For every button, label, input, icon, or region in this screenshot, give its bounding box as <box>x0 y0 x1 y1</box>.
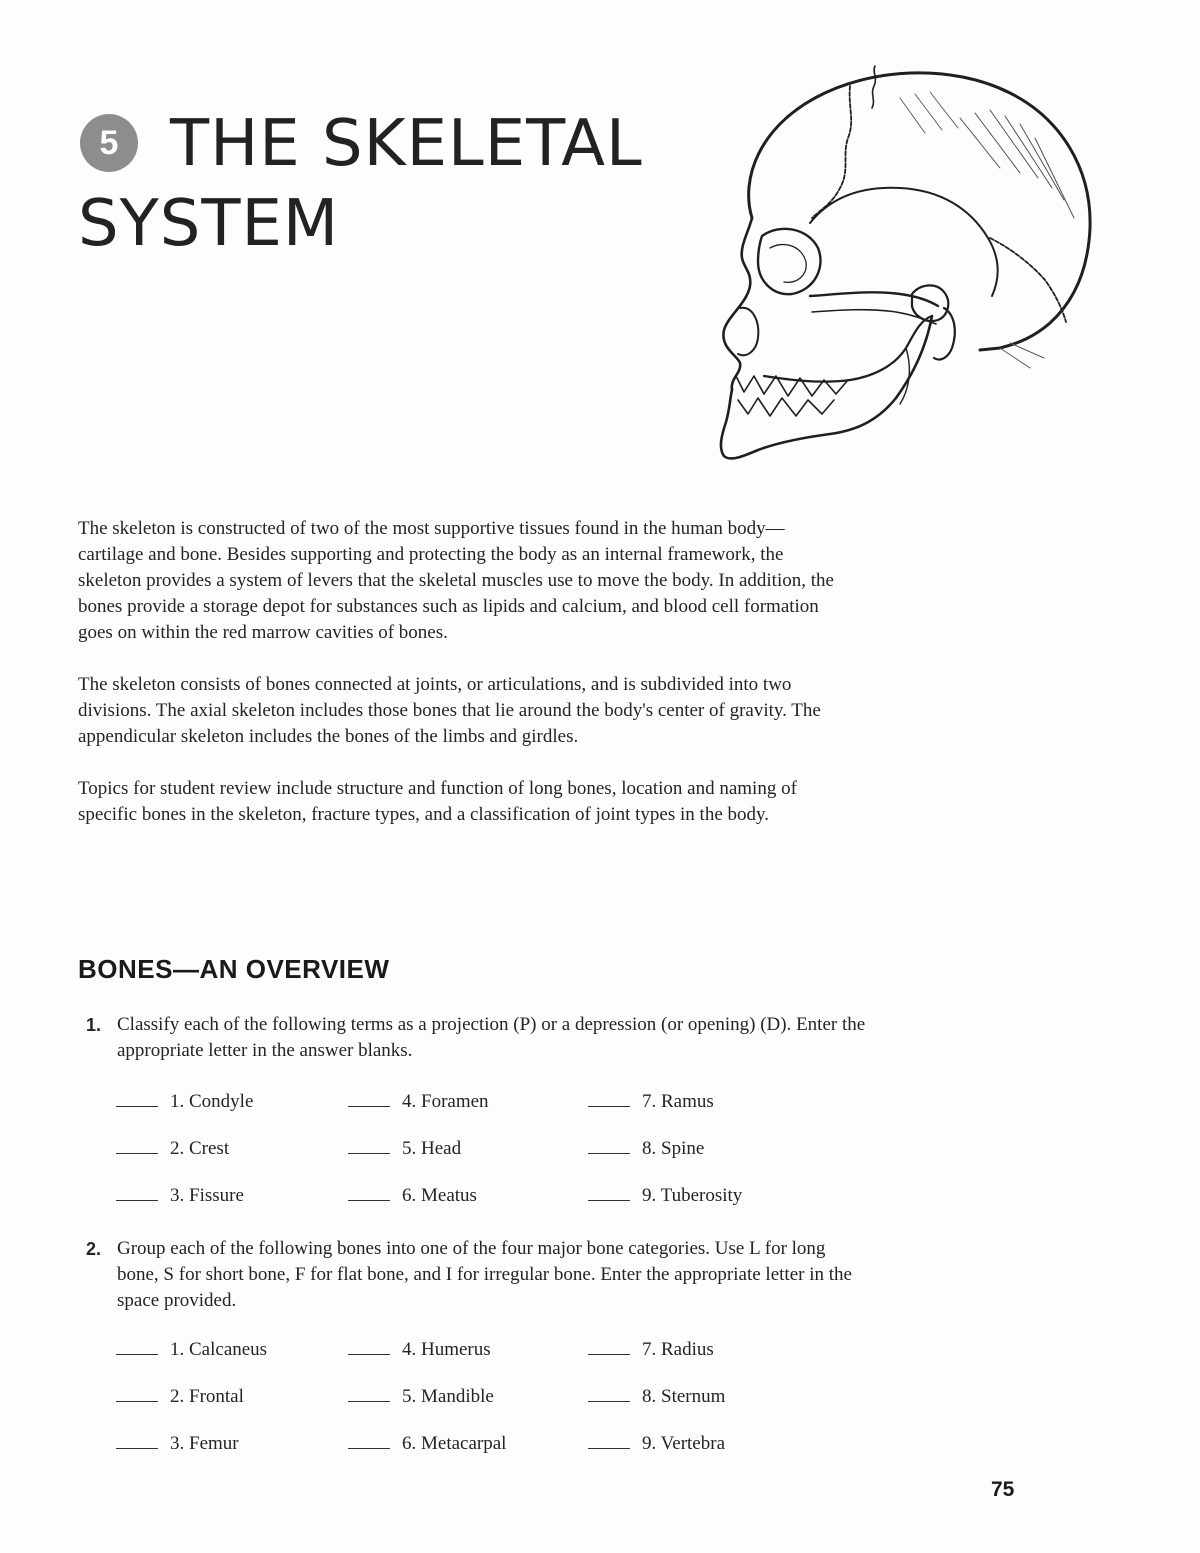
answer-blank[interactable] <box>588 1135 630 1154</box>
answer-blank[interactable] <box>116 1088 158 1107</box>
answer-item <box>348 1430 506 1455</box>
term-label: 5. Head <box>402 1138 462 1159</box>
chapter-number-badge: 5 <box>80 114 138 172</box>
term-label: 1. Calcaneus <box>170 1339 268 1360</box>
term-label: 7. Radius <box>642 1339 714 1360</box>
section-heading: BONES—AN OVERVIEW <box>78 954 390 984</box>
chapter-title <box>78 104 698 264</box>
answer-item <box>588 1088 714 1113</box>
answer-row <box>116 1383 836 1430</box>
question-2 <box>86 1236 866 1314</box>
answer-blank[interactable] <box>348 1383 390 1402</box>
answer-item <box>116 1430 239 1455</box>
answer-item <box>588 1383 725 1408</box>
answer-blank[interactable] <box>116 1182 158 1201</box>
answer-row <box>116 1430 836 1477</box>
question-1 <box>86 1012 866 1064</box>
answer-blank[interactable] <box>588 1430 630 1449</box>
answer-item <box>116 1088 253 1113</box>
skull-illustration <box>700 58 1100 470</box>
question-text: Classify each of the following terms as a projection (P) or a depression (or opening) (D). Enter the appropriate letter in the answer blanks. <box>117 1014 866 1061</box>
answer-blank[interactable] <box>116 1430 158 1449</box>
chapter-title-line1: THE SKELETAL <box>170 107 643 181</box>
term-label: 9. Tuberosity <box>642 1185 743 1206</box>
answer-blank[interactable] <box>348 1430 390 1449</box>
answer-blank[interactable] <box>116 1135 158 1154</box>
answer-item <box>348 1383 494 1408</box>
term-label: 5. Mandible <box>402 1386 494 1407</box>
question-number: 2. <box>86 1239 102 1259</box>
answer-item <box>588 1336 714 1361</box>
term-label: 3. Femur <box>170 1433 239 1454</box>
answer-grid-2 <box>116 1336 836 1477</box>
answer-item <box>588 1135 704 1160</box>
answer-item <box>348 1182 477 1207</box>
answer-row <box>116 1088 836 1135</box>
answer-item <box>348 1336 491 1361</box>
page-number: 75 <box>991 1478 1015 1501</box>
answer-item <box>588 1430 725 1455</box>
term-label: 8. Spine <box>642 1138 705 1159</box>
answer-item <box>116 1182 244 1207</box>
term-label: 1. Condyle <box>170 1091 254 1112</box>
chapter-title-line2: SYSTEM <box>78 187 340 261</box>
question-number: 1. <box>86 1015 102 1035</box>
answer-row <box>116 1336 836 1383</box>
answer-blank[interactable] <box>348 1135 390 1154</box>
term-label: 4. Humerus <box>402 1339 491 1360</box>
intro-paragraph: The skeleton consists of bones connected at joints, or articulations, and is subdivided into two divisions. The axial skeleton includes those bones that lie around the body's center of gravity. The appendicular skeleton includes the bones of the limbs and girdles. <box>78 674 821 747</box>
answer-blank[interactable] <box>588 1182 630 1201</box>
term-label: 6. Meatus <box>402 1185 477 1206</box>
answer-item <box>116 1135 229 1160</box>
answer-item <box>348 1135 461 1160</box>
intro-text <box>78 516 838 854</box>
answer-blank[interactable] <box>116 1336 158 1355</box>
term-label: 2. Crest <box>170 1138 230 1159</box>
answer-blank[interactable] <box>588 1088 630 1107</box>
answer-grid-1 <box>116 1088 836 1229</box>
answer-item <box>116 1383 244 1408</box>
term-label: 3. Fissure <box>170 1185 244 1206</box>
answer-blank[interactable] <box>348 1182 390 1201</box>
term-label: 9. Vertebra <box>642 1433 726 1454</box>
intro-paragraph: Topics for student review include structure and function of long bones, location and naming of specific bones in the skeleton, fracture types, and a classification of joint types in the body. <box>78 778 797 825</box>
term-label: 7. Ramus <box>642 1091 714 1112</box>
answer-blank[interactable] <box>348 1088 390 1107</box>
intro-paragraph: The skeleton is constructed of two of the most supportive tissues found in the human body—cartilage and bone. Besides supporting and protecting the body as an internal framework, the skeleton provides a system of levers that the skeletal muscles use to move the body. In addition, the bones provide a storage depot for substances such as lipids and calcium, and blood cell formation goes on within the red marrow cavities of bones. <box>78 518 834 643</box>
term-label: 8. Sternum <box>642 1386 726 1407</box>
answer-blank[interactable] <box>116 1383 158 1402</box>
answer-item <box>348 1088 489 1113</box>
answer-item <box>588 1182 742 1207</box>
question-text: Group each of the following bones into one of the four major bone categories. Use L for long bone, S for short bone, F for flat bone, and I for irregular bone. Enter the appropriate letter in the space provided. <box>117 1238 852 1311</box>
term-label: 2. Frontal <box>170 1386 244 1407</box>
term-label: 6. Metacarpal <box>402 1433 507 1454</box>
answer-blank[interactable] <box>588 1383 630 1402</box>
answer-row <box>116 1135 836 1182</box>
answer-blank[interactable] <box>348 1336 390 1355</box>
answer-row <box>116 1182 836 1229</box>
answer-item <box>116 1336 267 1361</box>
term-label: 4. Foramen <box>402 1091 489 1112</box>
answer-blank[interactable] <box>588 1336 630 1355</box>
